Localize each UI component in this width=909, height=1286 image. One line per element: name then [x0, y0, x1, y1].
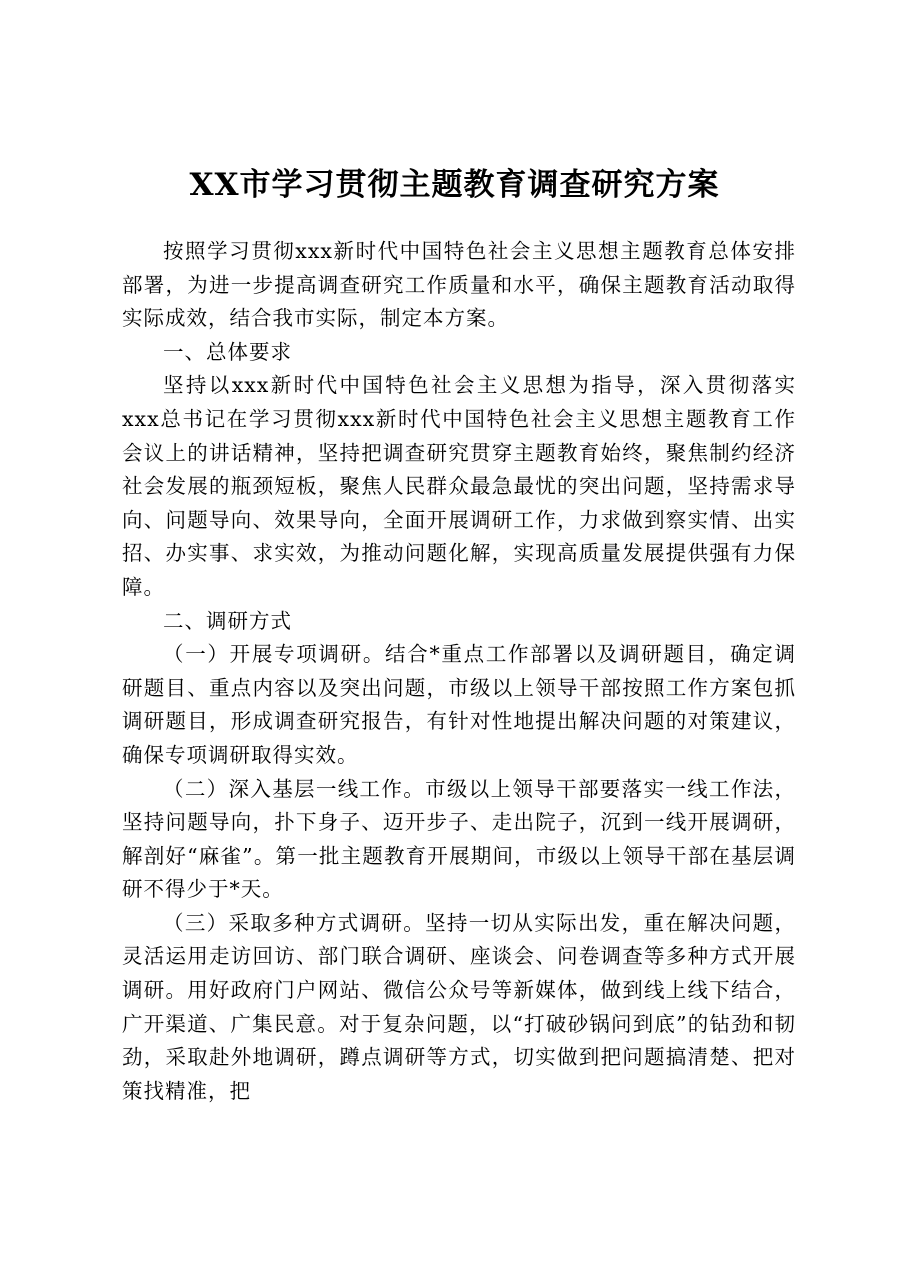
section-heading-general-requirements: 一、总体要求 [163, 339, 292, 364]
method-paragraph-grassroots-work: （二）深入基层一线工作。市级以上领导干部要落实一线工作法，坚持问题导向，扑下身子、迈开步子、走出院子，沉到一线开展调研，解剖好“麻雀”。第一批主题教育开展期间，市级以上领导干部在基层调研不得少于*天。 [122, 776, 796, 902]
document-title: XX市学习贯彻主题教育调查研究方案 [189, 167, 720, 203]
intro-paragraph: 按照学习贯彻xxx新时代中国特色社会主义思想主题教育总体安排部署，为进一步提高调查研究工作质量和水平，确保主题教育活动取得实际成效，结合我市实际，制定本方案。 [122, 239, 796, 331]
method-paragraph-special-research: （一）开展专项调研。结合*重点工作部署以及调研题目，确定调研题目、重点内容以及突出问题，市级以上领导干部按照工作方案包抓调研题目，形成调查研究报告，有针对性地提出解决问题的对策建议，确保专项调研取得实效。 [122, 642, 796, 767]
method-paragraph-multiple-methods: （三）采取多种方式调研。坚持一切从实际出发，重在解决问题，灵活运用走访回访、部门联合调研、座谈会、问卷调查等多种方式开展调研。用好政府门户网站、微信公众号等新媒体，做到线上线下结合，广开渠道、广集民意。对于复杂问题，以“打破砂锅问到底”的钻劲和韧劲，采取赴外地调研，蹲点调研等方式，切实做到把问题搞清楚、把对策找精准，把 [122, 910, 796, 1103]
document-body [122, 235, 796, 1108]
section-heading-research-methods: 二、调研方式 [163, 608, 292, 633]
general-requirements-paragraph: 坚持以xxx新时代中国特色社会主义思想为指导，深入贯彻落实xxx总书记在学习贯彻xxx新时代中国特色社会主义思想主题教育工作会议上的讲话精神，坚持把调查研究贯穿主题教育始终，聚焦制约经济社会发展的瓶颈短板，聚焦人民群众最急最忧的突出问题，坚持需求导向、问题导向、效果导向，全面开展调研工作，力求做到察实情、出实招、办实事、求实效，为推动问题化解，实现高质量发展提供强有力保障。 [122, 373, 796, 599]
